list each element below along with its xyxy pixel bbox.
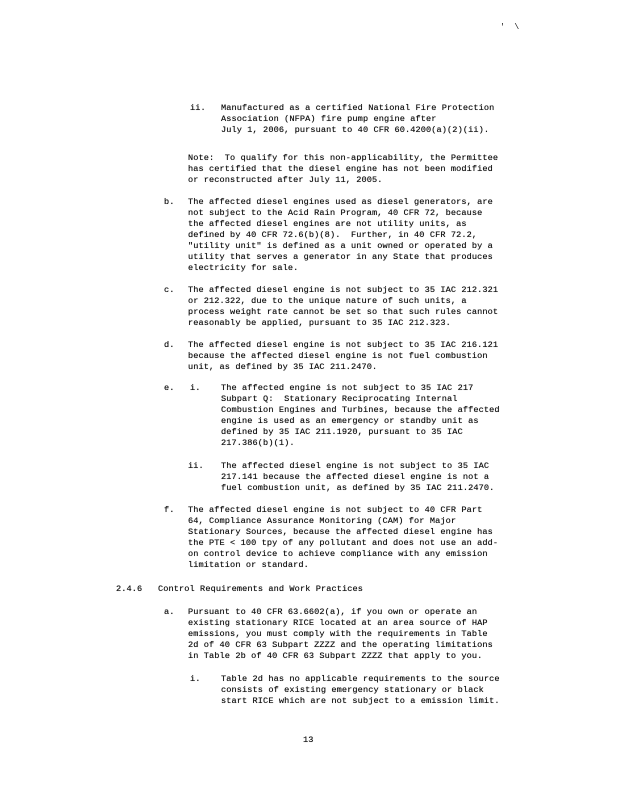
item-b-label: b.	[164, 197, 175, 207]
header-marks: ' \	[500, 23, 520, 32]
item-c-text: The affected diesel engine is not subject to 35 IAC 212.321 or 212.322, due to the unique nature of such units, a process weight rate cannot be set so that such rules cannot reasonably be applied, pursuant to 35 IAC 212.323.	[188, 285, 499, 328]
page-number: 13	[303, 735, 314, 745]
item-e-i-label: i.	[190, 383, 201, 393]
section-heading: Control Requirements and Work Practices	[158, 584, 364, 594]
item-b-text: The affected diesel engines used as diesel generators, are not subject to the Acid Rain Program, 40 CFR 72, because the affected diesel engines are not utility units, as defined by 40 CFR 72.6(b)(8). Further, in 40 CFR 72.2, "utility unit" is defined as a unit owned or operated by a utility that serves a generator in any State that produces electricity for sale.	[188, 197, 493, 273]
item-246a-text: Pursuant to 40 CFR 63.6602(a), if you own or operate an existing stationary RICE located at an area source of HAP emissions, you must comply with the requirements in Table 2d of 40 CFR 63 Subpart ZZZZ and the operating limitations in Table 2b of 40 CFR 63 Subpart ZZZZ that apply to you.	[188, 607, 493, 661]
item-246a-label: a.	[164, 607, 175, 617]
item-f-text: The affected diesel engine is not subject to 40 CFR Part 64, Compliance Assurance Monitoring (CAM) for Major Stationary Sources, because the affected diesel engine has the PTE < 100 tpy of any pollutant and does not use an add- on control device to achieve compliance with any emission limitation or standard.	[188, 505, 499, 570]
section-number: 2.4.6	[116, 584, 143, 594]
item-e-ii-text: The affected diesel engine is not subject to 35 IAC 217.141 because the affected diesel engine is not a fuel combustion unit, as defined by 35 IAC 211.2470.	[221, 461, 495, 493]
item-f-label: f.	[164, 505, 175, 515]
item-ii-label: ii.	[190, 103, 206, 113]
note-text: Note: To qualify for this non-applicability, the Permittee has certified that the diesel engine has not been modified or reconstructed after July 11, 2005.	[188, 153, 499, 185]
item-246a-i-label: i.	[190, 674, 201, 684]
item-d-label: d.	[164, 340, 175, 350]
item-e-label: e.	[164, 383, 175, 393]
item-ii-text: Manufactured as a certified National Fire Protection Association (NFPA) fire pump engine after July 1, 2006, pursuant to 40 CFR 60.4200(a)(2)(ii).	[221, 103, 495, 135]
item-c-label: c.	[164, 285, 175, 295]
item-e-ii-label: ii.	[188, 461, 204, 471]
item-246a-i-text: Table 2d has no applicable requirements to the source consists of existing emergency stationary or black start RICE which are not subject to a emission limit.	[221, 674, 500, 706]
item-d-text: The affected diesel engine is not subject to 35 IAC 216.121 because the affected diesel engine is not fuel combustion unit, as defined by 35 IAC 211.2470.	[188, 340, 499, 372]
item-e-i-text: The affected engine is not subject to 35 IAC 217 Subpart Q: Stationary Reciprocating Internal Combustion Engines and Turbines, because the affected engine is used as an emergency or standby unit as defined by 35 IAC 211.1920, pursuant to 35 IAC 217.386(b)(1).	[221, 383, 500, 448]
